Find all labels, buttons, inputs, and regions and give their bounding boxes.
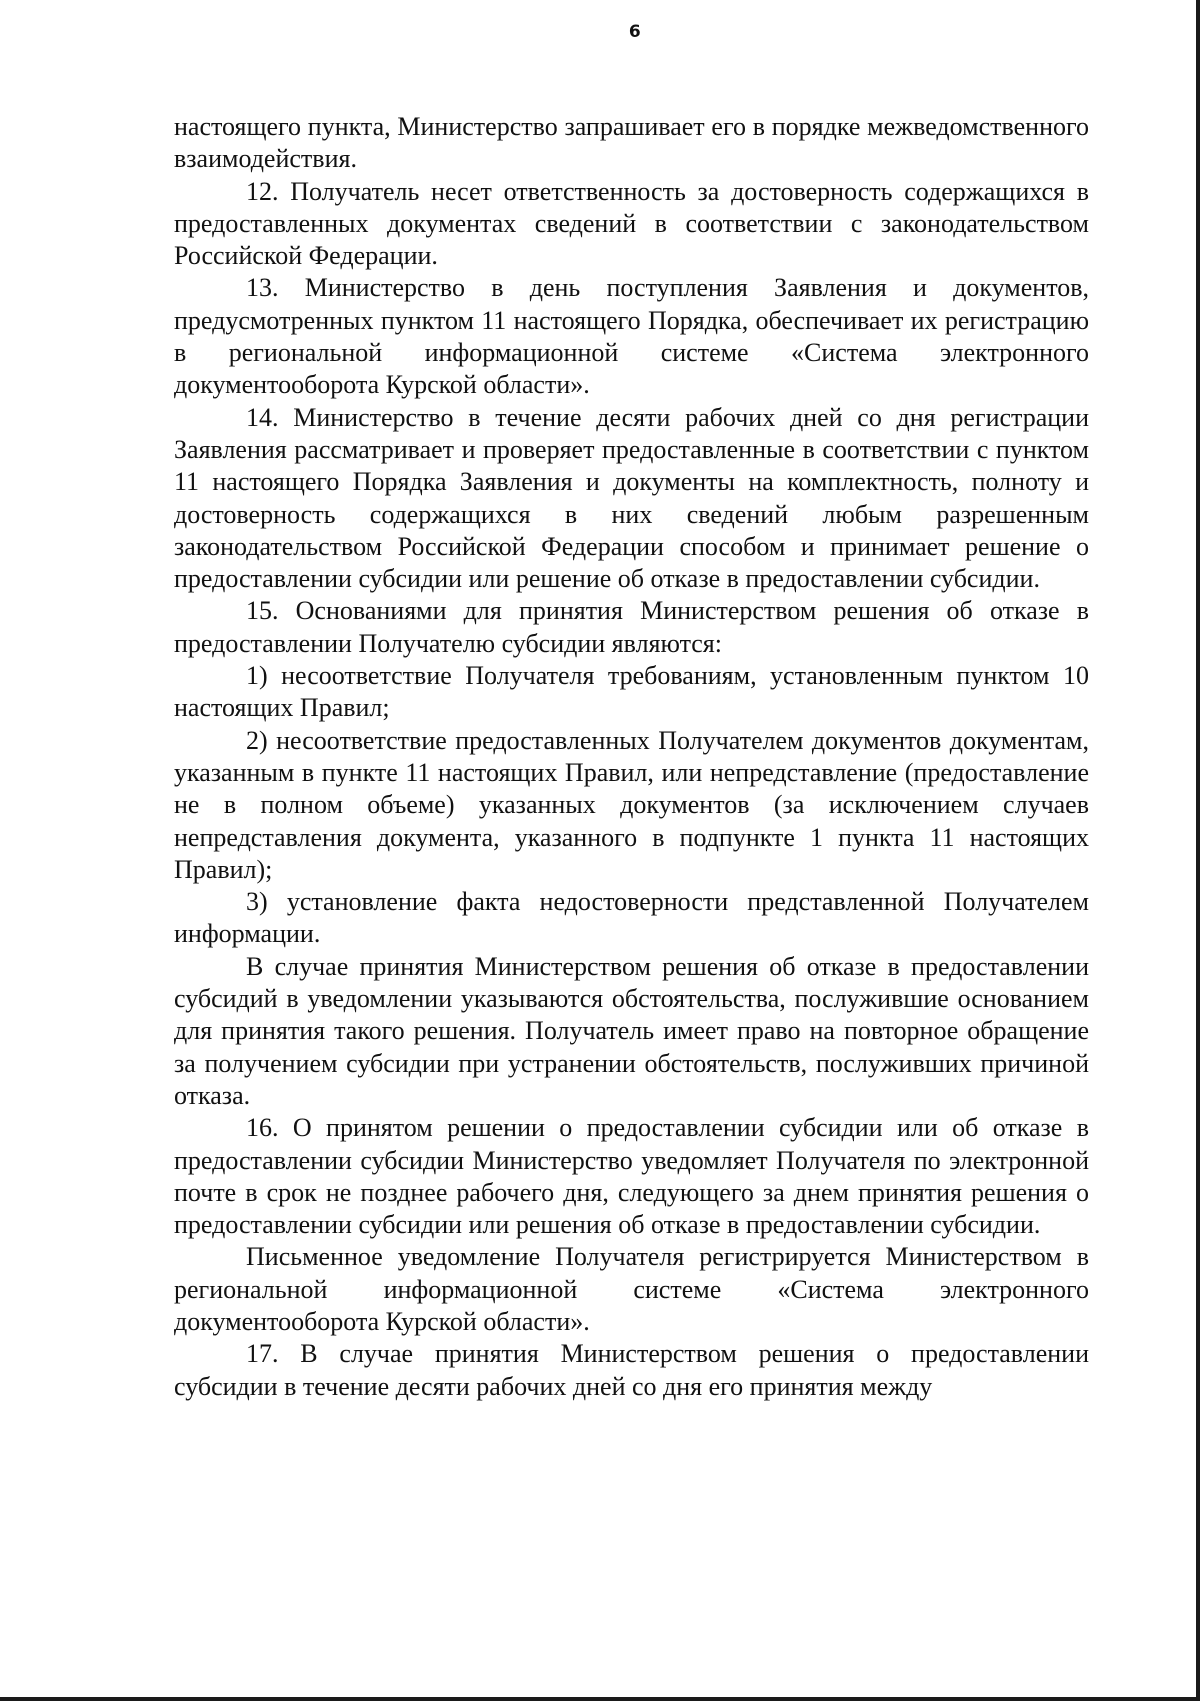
paragraph-item-15: 15. Основаниями для принятия Министерством решения об отказе в предоставлении Получателю субсидии являются: xyxy=(174,596,1089,658)
paragraph-subitem-3: 3) установление факта недостоверности представленной Получателем информации. xyxy=(174,887,1089,949)
scan-border-bottom xyxy=(0,1697,1200,1701)
paragraph-item-14: 14. Министерство в течение десяти рабочих дней со дня регистрации Заявления рассматривает и проверяет предоставленные в соответствии с пунктом 11 настоящего Порядка Заявления и документы на комплектность, полноту и достоверность содержащихся в них сведений любым разрешенным законодательством Российской Федерации способом и принимает решение о предоставлении субсидии или решение об отказе в предоставлении субсидии. xyxy=(174,402,1089,594)
paragraph-item-16: 16. О принятом решении о предоставлении субсидии или об отказе в предоставлении субсидии Министерство уведомляет Получателя по электронной почте в срок не позднее рабочего дня, следующего за днем принятия решения о предоставлении субсидии или решения об отказе в предоставлении субсидии. xyxy=(174,1113,1089,1240)
paragraph-subitem-2: 2) несоответствие предоставленных Получателем документов документам, указанным в пункте 11 настоящих Правил, или непредставление (предоставление не в полном объеме) указанных документов (за исключением случаев непредставления документа, указанного в подпункте 1 пункта 11 настоящих Правил); xyxy=(174,725,1089,884)
document-body xyxy=(174,111,1089,1403)
paragraph-refusal-notice: В случае принятия Министерством решения об отказе в предоставлении субсидий в уведомлении указываются обстоятельства, послужившие основанием для принятия такого решения. Получатель имеет право на повторное обращение за получением субсидии при устранении обстоятельств, послуживших причиной отказа. xyxy=(174,951,1089,1110)
paragraph-item-17: 17. В случае принятия Министерством решения о предоставлении субсидии в течение десяти рабочих дней со дня его принятия между xyxy=(174,1339,1089,1401)
paragraph-subitem-1: 1) несоответствие Получателя требованиям, установленным пунктом 10 настоящих Правил; xyxy=(174,661,1089,723)
scan-border-right xyxy=(1196,0,1200,1701)
paragraph-continuation: настоящего пункта, Министерство запрашивает его в порядке межведомственного взаимодействия. xyxy=(174,112,1089,174)
page-number: 6 xyxy=(628,22,642,42)
paragraph-item-13: 13. Министерство в день поступления Заявления и документов, предусмотренных пунктом 11 настоящего Порядка, обеспечивает их регистрацию в региональной информационной системе «Система электронного документооборота Курской области». xyxy=(174,273,1089,400)
paragraph-item-12: 12. Получатель несет ответственность за достоверность содержащихся в предоставленных документах сведений в соответствии с законодательством Российской Федерации. xyxy=(174,176,1089,271)
paragraph-written-notice: Письменное уведомление Получателя регистрируется Министерством в региональной информационной системе «Система электронного документооборота Курской области». xyxy=(174,1242,1089,1336)
